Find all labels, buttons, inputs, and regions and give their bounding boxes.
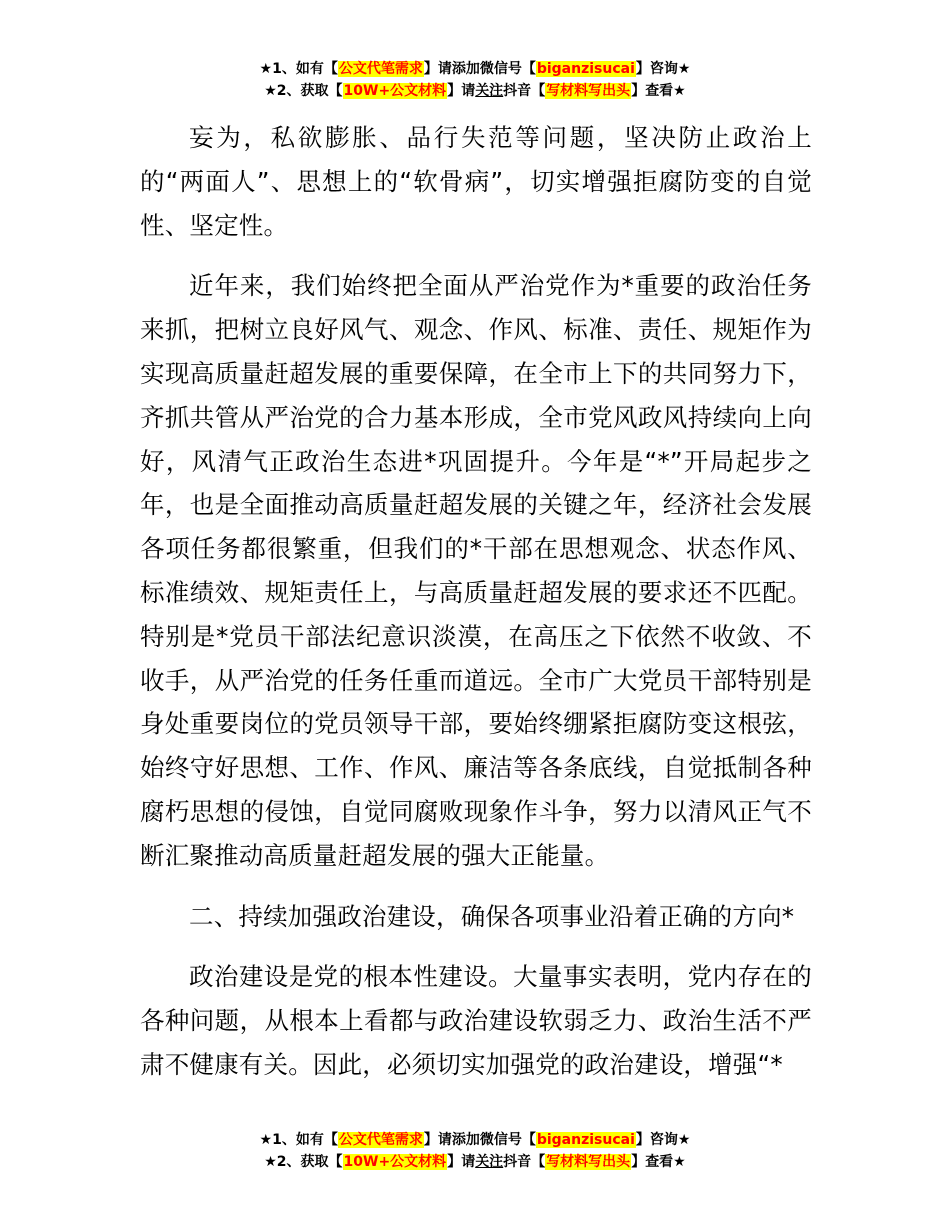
banner-text: 微信号 bbox=[479, 1132, 522, 1148]
banner-highlight-service: 公文代笔需求 bbox=[338, 1132, 423, 1148]
banner-bracket: 【 bbox=[531, 83, 546, 99]
banner-highlight-douyin: 写材料写出头 bbox=[546, 1154, 631, 1170]
banner-bracket: 】 bbox=[423, 61, 438, 77]
banner-bracket: 【 bbox=[521, 61, 536, 77]
paragraph-continuation: 妄为，私欲膨胀、品行失范等问题，坚决防止政治上的“两面人”、思想上的“软骨病”，切实增强拒腐防变的自觉性、坚定性。 bbox=[140, 123, 812, 240]
banner-text: 咨询★ bbox=[649, 61, 691, 77]
paragraph-main: 近年来，我们始终把全面从严治党作为*重要的政治任务来抓，把树立良好风气、观念、作风、标准、责任、规矩作为实现高质量赶超发展的重要保障，在全市上下的共同努力下，齐抓共管从严治党的合力基本形成，全市党风政风持续向上向好，风清气正政治生态进*巩固提升。今年是“*”开局起步之年，也是全面推动高质量赶超发展的关键之年，经济社会发展各项任务都很繁重，但我们的*干部在思想观念、状态作风、标准绩效、规矩责任上，与高质量赶超发展的要求还不匹配。特别是*党员干部法纪意识淡漠，在高压之下依然不收敛、不收手，从严治党的任务任重而道远。全市广大党员干部特别是身处重要岗位的党员领导干部，要始终绷紧拒腐防变这根弦，始终守好思想、工作、作风、廉洁等各条底线，自觉抵制各种腐朽思想的侵蚀，自觉同腐败现象作斗争，努力以清风正气不断汇聚推动高质量赶超发展的强大正能量。 bbox=[140, 271, 812, 870]
banner-text: 咨询★ bbox=[649, 1132, 691, 1148]
paragraph-political-building: 政治建设是党的根本性建设。大量事实表明，党内存在的各种问题，从根本上看都与政治建设软弱乏力、政治生活不严肃不健康有关。因此，必须切实加强党的政治建设，增强“* bbox=[140, 962, 812, 1079]
banner-text: 请 bbox=[461, 83, 476, 99]
banner-bracket: 【 bbox=[323, 61, 338, 77]
banner-line-1 bbox=[0, 58, 950, 80]
banner-text: ★2、获取 bbox=[264, 83, 329, 99]
banner-bracket: 】 bbox=[447, 83, 462, 99]
banner-text: ★1、如有 bbox=[259, 61, 324, 77]
banner-emphasis: 添加 bbox=[451, 61, 480, 77]
header-banner bbox=[0, 58, 950, 102]
banner-line-2 bbox=[0, 1151, 950, 1173]
banner-text: 微信号 bbox=[479, 61, 522, 77]
banner-text: 请 bbox=[461, 1154, 476, 1170]
banner-emphasis: 关注 bbox=[475, 83, 504, 99]
banner-highlight-wechat-id: biganzisucai bbox=[536, 1132, 635, 1148]
banner-line-2 bbox=[0, 80, 950, 102]
banner-emphasis: 添加 bbox=[451, 1132, 480, 1148]
banner-text: 查看★ bbox=[645, 1154, 686, 1170]
banner-bracket: 【 bbox=[521, 1132, 536, 1148]
banner-text: 请 bbox=[437, 61, 452, 77]
footer-banner bbox=[0, 1129, 950, 1173]
section-heading: 二、持续加强政治建设，确保各项事业沿着正确的方向* bbox=[189, 901, 795, 931]
banner-bracket: 】 bbox=[635, 1132, 650, 1148]
banner-bracket: 】 bbox=[631, 83, 646, 99]
banner-highlight-douyin: 写材料写出头 bbox=[546, 83, 631, 99]
banner-text: ★2、获取 bbox=[264, 1154, 329, 1170]
banner-text: 请 bbox=[437, 1132, 452, 1148]
banner-text: 抖音 bbox=[503, 1154, 532, 1170]
banner-bracket: 【 bbox=[328, 1154, 343, 1170]
document-body bbox=[140, 116, 812, 1087]
banner-highlight-wechat-id: biganzisucai bbox=[536, 61, 635, 77]
banner-bracket: 【 bbox=[531, 1154, 546, 1170]
banner-highlight-materials: 10W+公文材料 bbox=[343, 1154, 447, 1170]
banner-bracket: 】 bbox=[635, 61, 650, 77]
banner-bracket: 】 bbox=[423, 1132, 438, 1148]
banner-bracket: 【 bbox=[328, 83, 343, 99]
banner-text: 抖音 bbox=[503, 83, 532, 99]
banner-text: ★1、如有 bbox=[259, 1132, 324, 1148]
banner-highlight-service: 公文代笔需求 bbox=[338, 61, 423, 77]
banner-highlight-materials: 10W+公文材料 bbox=[343, 83, 447, 99]
banner-bracket: 】 bbox=[631, 1154, 646, 1170]
banner-line-1 bbox=[0, 1129, 950, 1151]
banner-bracket: 】 bbox=[447, 1154, 462, 1170]
banner-emphasis: 关注 bbox=[475, 1154, 504, 1170]
banner-bracket: 【 bbox=[323, 1132, 338, 1148]
banner-text: 查看★ bbox=[645, 83, 686, 99]
